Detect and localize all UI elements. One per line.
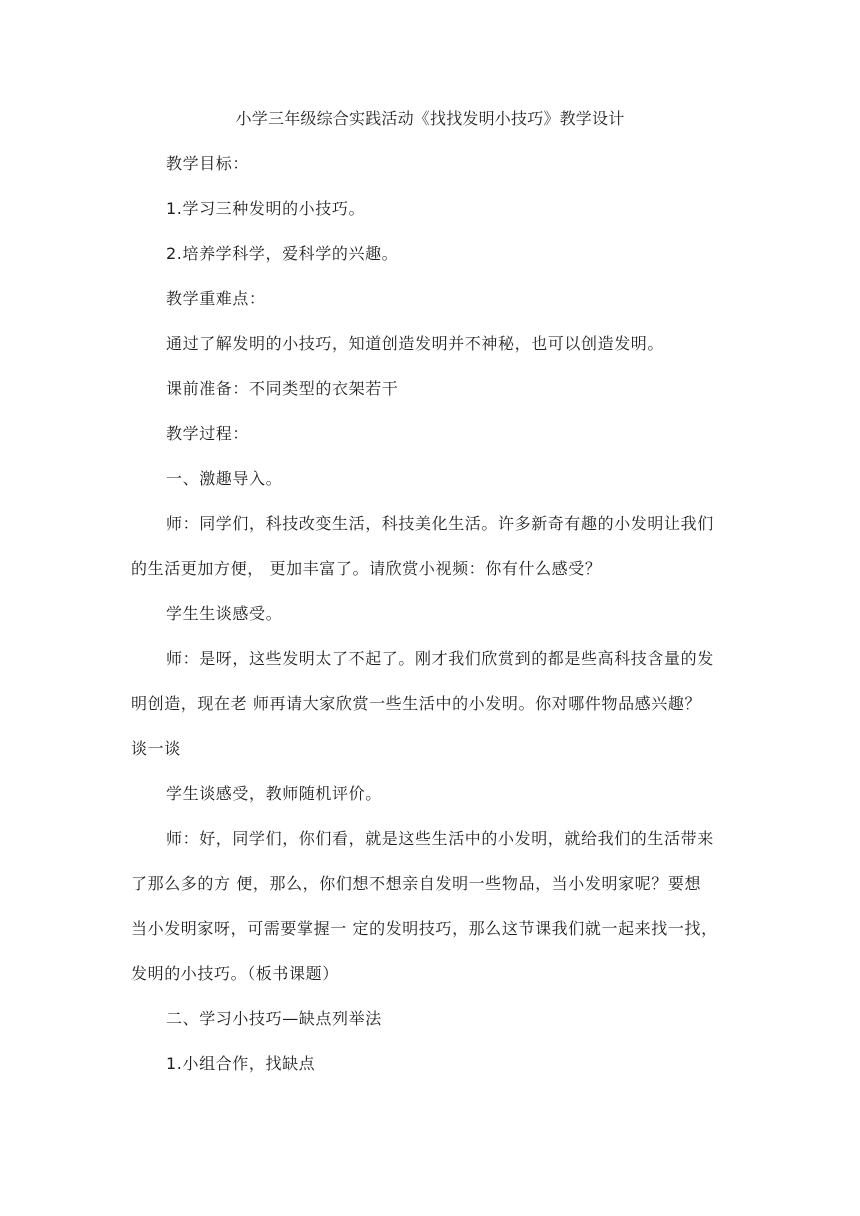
heading-key-points: 教学重难点： [166,289,266,308]
key-points-text: 通过了解发明的小技巧，知道创造发明并不神秘，也可以创造发明。 [166,334,665,353]
paragraph-line: 师：是呀，这些发明太了不起了。刚才我们欣赏到的都是些高科技含量的发 [166,649,714,668]
paragraph-line: 学生生谈感受。 [166,604,283,623]
goal-item-2: 2.培养学科学，爱科学的兴趣。 [166,244,399,263]
paragraph-line: 谈一谈 [131,739,181,758]
paragraph-line: 的生活更加方便， 更加丰富了。请欣赏小视频：你有什么感受？ [131,559,602,578]
heading-teaching-goals: 教学目标： [166,154,250,173]
document-title: 小学三年级综合实践活动《找找发明小技巧》教学设计 [235,109,625,128]
section-2-heading: 二、学习小技巧—缺点列举法 [166,1009,382,1028]
paragraph-line: 师：同学们，科技改变生活，科技美化生活。许多新奇有趣的小发明让我们 [166,514,714,533]
heading-teaching-process: 教学过程： [166,424,250,443]
paragraph-line: 学生谈感受，教师随机评价。 [166,784,382,803]
paragraph-line: 明创造，现在老 师再请大家欣赏一些生活中的小发明。你对哪件物品感兴趣？ [131,694,702,713]
paragraph-line: 发明的小技巧。（板书课题） [131,964,339,983]
goal-item-1: 1.学习三种发明的小技巧。 [166,199,366,218]
paragraph-line: 了那么多的方 便，那么，你们想不想亲自发明一些物品，当小发明家呢？要想 [131,874,702,893]
paragraph-line: 1.小组合作，找缺点 [166,1054,316,1073]
paragraph-line: 师：好，同学们，你们看，就是这些生活中的小发明，就给我们的生活带来 [166,829,714,848]
section-1-heading: 一、激趣导入。 [166,469,283,488]
preparation-text: 课前准备：不同类型的衣架若干 [166,379,399,398]
paragraph-line: 当小发明家呀，可需要掌握一 定的发明技巧，那么这节课我们就一起来找一找， [131,919,718,938]
